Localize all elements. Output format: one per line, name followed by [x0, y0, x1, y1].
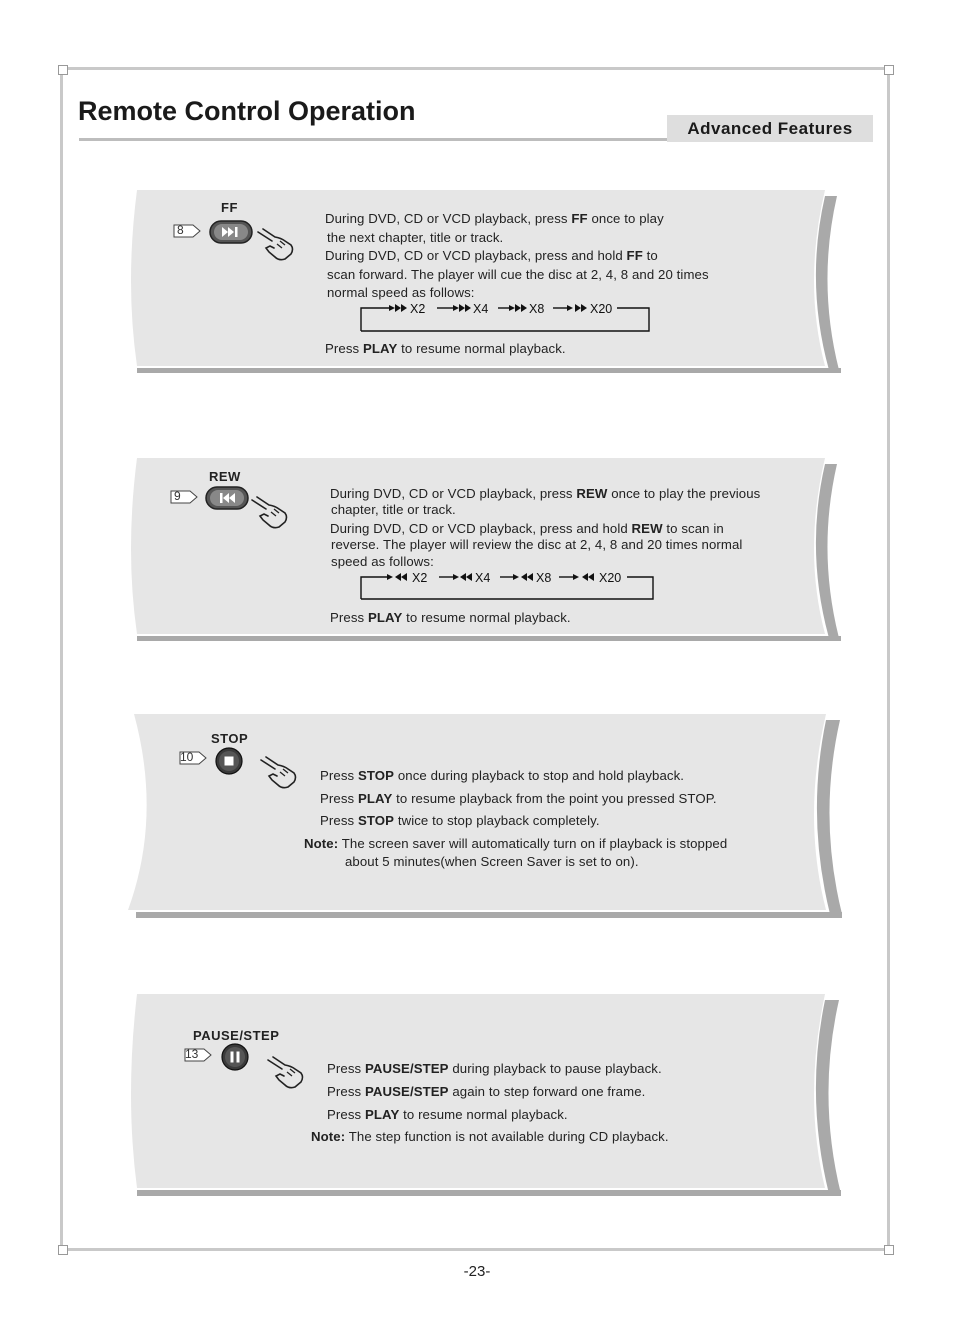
rew-line-3: During DVD, CD or VCD playback, press and hold REW to scan in [330, 521, 724, 536]
note-label: Note: [304, 836, 339, 851]
key-number: 9 [174, 489, 181, 503]
page-number: -23- [463, 1263, 491, 1280]
frame-corner-mark [884, 1245, 894, 1255]
pause-line-2: Press PAUSE/STEP again to step forward one frame. [327, 1084, 646, 1099]
ff-line-1: During DVD, CD or VCD playback, press FF once to play [325, 211, 664, 226]
hand-pointer-icon [255, 226, 295, 262]
key-number-badge [184, 1048, 212, 1062]
stop-line-2: Press PLAY to resume playback from the point you pressed STOP. [320, 791, 717, 806]
speed-step: X20 [599, 571, 622, 585]
ff-line-2: the next chapter, title or track. [327, 230, 504, 245]
fast-forward-icon [209, 220, 253, 244]
speed-step: X20 [590, 302, 613, 316]
speed-step: X2 [410, 302, 426, 316]
speed-step: X2 [412, 571, 428, 585]
key-number-badge [173, 224, 201, 238]
stop-note: Note: The screen saver will automatically turn on if playback is stopped [304, 836, 728, 851]
stop-line-3: Press STOP twice to stop playback completely. [320, 813, 600, 828]
rew-line-2: chapter, title or track. [331, 502, 456, 517]
speed-step: X4 [473, 302, 489, 316]
rewind-icon [205, 486, 249, 510]
panel-ff [125, 188, 845, 378]
ff-line-4: scan forward. The player will cue the disc at 2, 4, 8 and 20 times [327, 267, 709, 282]
pause-line-1: Press PAUSE/STEP during playback to pause playback. [327, 1061, 662, 1076]
button-label: STOP [211, 731, 249, 746]
key-number-badge [170, 490, 198, 504]
panel-pause-step [125, 992, 845, 1202]
panel-stop [122, 712, 847, 924]
hand-pointer-icon [258, 754, 298, 790]
section-tab: Advanced Features [667, 115, 873, 142]
key-number-badge [179, 751, 207, 765]
hand-pointer-icon [265, 1054, 305, 1090]
button-label: FF [221, 200, 238, 215]
hand-pointer-icon [249, 494, 289, 530]
rew-line-5: speed as follows: [331, 554, 434, 569]
frame-corner-mark [884, 65, 894, 75]
rew-resume-line: Press PLAY to resume normal playback. [330, 610, 571, 625]
ff-speed-flow [355, 301, 665, 335]
speed-step: X8 [536, 571, 552, 585]
stop-line-1: Press STOP once during playback to stop and hold playback. [320, 768, 685, 783]
button-label: PAUSE/STEP [193, 1028, 280, 1043]
speed-step: X8 [529, 302, 545, 316]
pause-icon [221, 1043, 249, 1071]
ff-line-5: normal speed as follows: [327, 285, 475, 300]
pause-note: Note: The step function is not available during CD playback. [311, 1129, 669, 1144]
note-label: Note: [311, 1129, 346, 1144]
frame-corner-mark [58, 65, 68, 75]
rew-line-4: reverse. The player will review the disc at 2, 4, 8 and 20 times normal [331, 537, 743, 552]
key-number: 10 [180, 750, 194, 764]
ff-resume-line: Press PLAY to resume normal playback. [325, 341, 566, 356]
button-label: REW [209, 469, 241, 484]
frame-corner-mark [58, 1245, 68, 1255]
rew-speed-flow [355, 569, 665, 603]
rew-line-1: During DVD, CD or VCD playback, press REW once to play the previous [330, 486, 761, 501]
page-title: Remote Control Operation [78, 96, 416, 126]
panel-rew [125, 456, 845, 646]
key-number: 8 [177, 223, 184, 237]
ff-line-3: During DVD, CD or VCD playback, press and hold FF to [325, 248, 658, 263]
title-underline [79, 138, 667, 141]
key-number: 13 [185, 1047, 199, 1061]
speed-step: X4 [475, 571, 491, 585]
pause-line-3: Press PLAY to resume normal playback. [327, 1107, 568, 1122]
stop-note-line-2: about 5 minutes(when Screen Saver is set to on). [345, 854, 639, 869]
stop-icon [215, 747, 243, 775]
